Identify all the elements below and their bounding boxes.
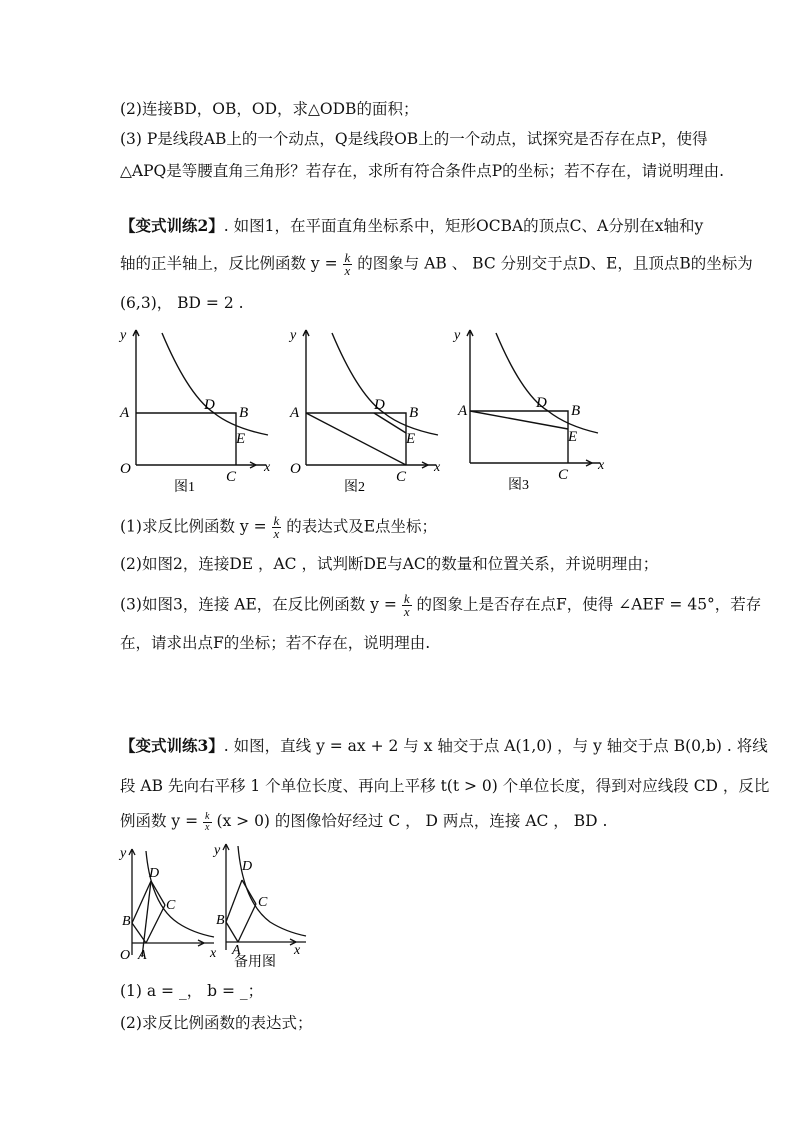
figure-2 (288, 325, 448, 495)
figure-1-caption: 图1 (174, 480, 195, 495)
y-axis-label: y (214, 843, 221, 858)
figure-3 (452, 325, 612, 495)
y-axis-label: y (120, 328, 127, 343)
label-D: D (242, 859, 253, 874)
problem2-line1 (120, 215, 703, 237)
label-A: A (138, 948, 147, 963)
problem2-question2: (2)如图2，连接DE ，AC ，试判断DE与AC的数量和位置关系，并说明理由； (120, 555, 659, 573)
label-C: C (226, 469, 237, 485)
label-B: B (409, 405, 419, 421)
problem2-q3-a: (3)如图3，连接 (120, 595, 230, 614)
figure-problem3-main (118, 845, 218, 965)
label-C: C (396, 469, 407, 485)
x-axis-label: x (264, 460, 271, 475)
label-D: D (536, 395, 547, 411)
figure-spare-caption: 备用图 (234, 955, 276, 970)
label-B: B (216, 913, 225, 928)
x-axis-label: x (434, 460, 441, 475)
label-O: O (290, 461, 301, 477)
problem2-line3: (6,3)， BD = 2 . (120, 294, 244, 312)
label-E: E (568, 429, 578, 445)
problem2-line1-text: . 如图1，在平面直角坐标系中，矩形OCBA的顶点C、A分别在x轴和y (223, 217, 704, 235)
problem3-line3-a: 例函数 y = (120, 812, 199, 830)
figure-1 (118, 325, 278, 495)
x-axis-label: x (598, 458, 605, 473)
label-C: C (558, 467, 569, 483)
problem3-line3 (120, 810, 607, 833)
label-D: D (204, 397, 215, 413)
y-axis-label: y (290, 328, 297, 343)
figure-2-caption: 图2 (344, 480, 365, 495)
x-axis-label: x (210, 946, 217, 961)
problem2-question3-line1 (120, 593, 761, 618)
problem3-line2: 段 AB 先向右平移 1 个单位长度、再向上平移 t(t > 0) 个单位长度，得到对应线段 CD ，反比 (120, 777, 770, 795)
problem3-heading: 【变式训练3】 (120, 736, 224, 755)
label-D: D (374, 397, 385, 413)
x-axis-label: x (294, 943, 301, 958)
fraction-k-over-x: $\frac{k}{x}$ (205, 810, 210, 833)
problem3-line1-text: . 如图，直线 y = ax + 2 与 x 轴交于点 A(1,0) ，与 y 轴交于点 B(0,b) . 将线 (223, 737, 768, 755)
problem2-line2-b: 的图象与 (357, 254, 420, 273)
label-C: C (258, 895, 268, 910)
label-A: A (458, 403, 468, 419)
label-C: C (166, 898, 176, 913)
label-B: B (571, 403, 581, 419)
problem2-line2 (120, 252, 753, 277)
label-A: A (120, 405, 130, 421)
fraction-k-over-x: $\frac{k}{x}$ (273, 513, 280, 541)
problem2-heading: 【变式训练2】 (120, 216, 224, 235)
label-B: B (122, 914, 131, 929)
problem2-q1-a: (1)求反比例函数 y = (120, 517, 267, 536)
problem2-q3-b: AE，在反比例函数 y = (234, 595, 397, 614)
problem3-question1: (1) a = _， b = _； (120, 982, 264, 1000)
label-B: B (239, 405, 249, 421)
problem2-question1 (120, 515, 437, 540)
problem2-question3-line2: 在，请求出点F的坐标；若不存在，说明理由. (120, 634, 431, 652)
figure-problem3-spare (210, 840, 310, 970)
fraction-k-over-x: $\frac{k}{x}$ (403, 591, 410, 619)
problem3-line1 (120, 735, 768, 757)
label-A: A (232, 943, 241, 958)
question-3-text-line1: (3) P是线段AB上的一个动点，Q是线段OB上的一个动点，试探究是否存在点P，使得 (120, 130, 708, 148)
problem2-q1-b: 的表达式及E点坐标； (286, 517, 438, 536)
label-O: O (120, 461, 131, 477)
question-3-text-line2: △APQ是等腰直角三角形？若存在，求所有符合条件点P的坐标；若不存在，请说明理由. (120, 162, 725, 180)
fraction-k-over-x: $\frac{k}{x}$ (344, 250, 351, 278)
label-E: E (236, 431, 246, 447)
figure-3-caption: 图3 (508, 478, 529, 493)
y-axis-label: y (120, 846, 127, 861)
problem2-q3-d: ∠AEF = 45°，若存 (618, 595, 762, 614)
problem3-question2: (2)求反比例函数的表达式； (120, 1014, 313, 1032)
y-axis-label: y (454, 328, 461, 343)
problem2-line2-a: 轴的正半轴上，反比例函数 y = (120, 254, 338, 273)
question-2-text: (2)连接BD，OB，OD，求△ODB的面积； (120, 100, 419, 118)
label-A: A (290, 405, 300, 421)
problem2-q3-c: 的图象上是否存在点F，使得 (416, 595, 614, 614)
label-E: E (406, 431, 416, 447)
label-O: O (120, 948, 131, 963)
problem3-line3-b: (x > 0) 的图像恰好经过 C ， D 两点，连接 AC ， BD . (216, 812, 608, 830)
label-D: D (149, 866, 160, 881)
problem2-line2-c: AB 、 BC 分别交于点D、E，且顶点B的坐标为 (424, 254, 753, 273)
